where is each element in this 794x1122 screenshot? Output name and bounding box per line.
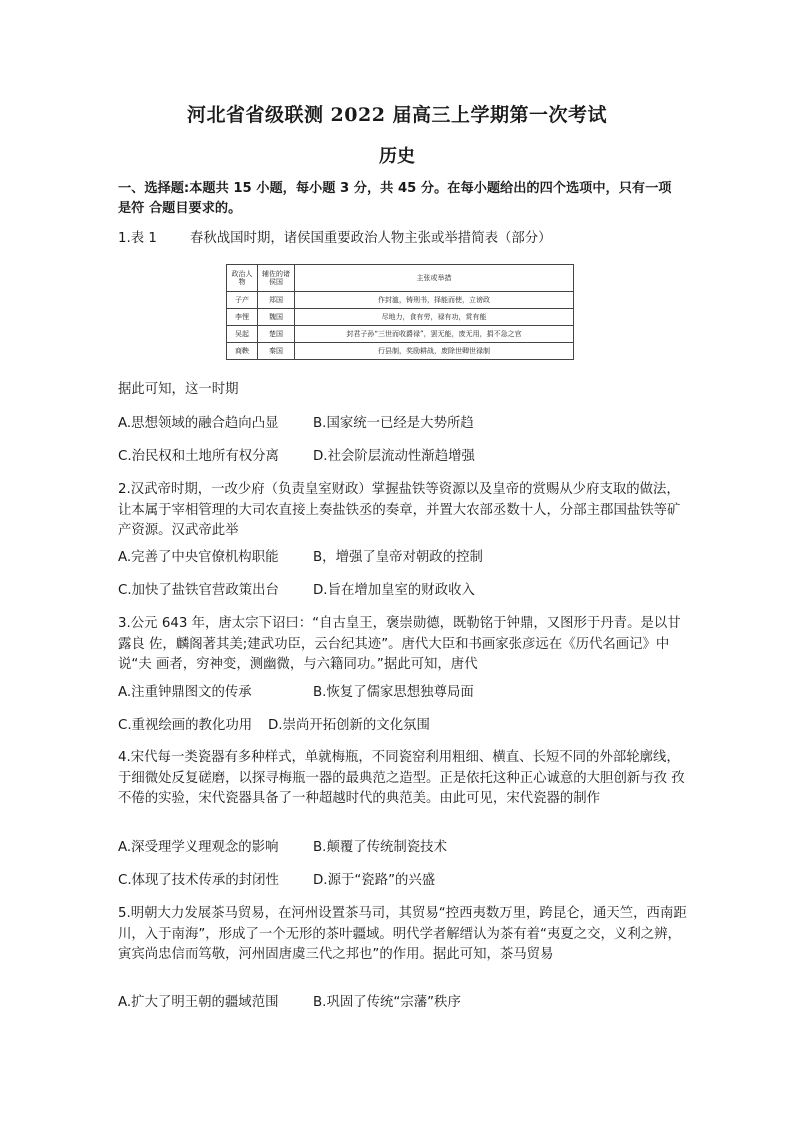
option-b[interactable]: B.恢复了儒家思想独尊局面	[313, 685, 474, 700]
question-3-stem: 3.公元 643 年，唐太宗下诏曰：“自古皇王，褒崇勋德，既勒铭于钟鼎，又图形于丹青。是以甘露良 佐，麟阁著其美;建武功臣，云台纪其迹”。唐代大臣和书画家张彦远在《历代名画记》中说“夫 画者，穷神变，测幽微，与六籍同功。”据此可知，唐代	[118, 616, 681, 672]
question-5-stem: 5.明朝大力发展茶马贸易，在河州设置茶马司，其贸易“控西夷数万里，跨昆仑，通天竺，西南距川，入于南海”，形成了一个无形的茶叶疆域。明代学者解缙认为茶有着“夷夏之交，义利之辨，寅宾尚忠信而笃敬，河州固唐虞三代之邦也”的作用。据此可知，茶马贸易	[118, 906, 687, 962]
question-3-options-row-2	[118, 716, 430, 736]
table-cell: 作封洫，铸刑书，择能而使，立谤政	[295, 292, 574, 309]
option-c[interactable]: C.体现了技术传承的封闭性	[118, 873, 279, 888]
option-d[interactable]: D.崇尚开拓创新的文化氛围	[268, 718, 430, 733]
table-cell: 秦国	[258, 343, 295, 360]
option-a[interactable]: A.完善了中央官僚机构职能	[118, 550, 279, 565]
question-2-options-row-2	[118, 581, 475, 601]
subject-heading: 历史	[379, 146, 415, 167]
table-row	[227, 292, 574, 309]
table-header-cell: 主张或举措	[295, 265, 574, 292]
table-cell: 封君子孙“三世而收爵禄”，罢无能，废无用，捐不急之官	[295, 326, 574, 343]
table-cell: 魏国	[258, 309, 295, 326]
table-row	[227, 326, 574, 343]
question-4-options-row-2	[118, 871, 435, 891]
table-caption: 春秋战国时期，诸侯国重要政治人物主张或举措简表（部分）	[190, 231, 552, 246]
table-row	[227, 343, 574, 360]
question-5-options-row-1	[118, 993, 461, 1013]
option-a[interactable]: A.思想领域的融合趋向凸显	[118, 416, 279, 431]
option-c[interactable]: C.重视绘画的教化功用	[118, 718, 253, 733]
table-cell: 郑国	[258, 292, 295, 309]
question-2-stem: 2.汉武帝时期，一改少府（负责皇室财政）掌握盐铁等资源以及皇帝的赏赐从少府支取的做法，让本属于宰相管理的大司农直接上奏盐铁丞的奏章，并置大农部丞数十人，分部主郡国盐铁等矿产资源。汉武帝此举	[118, 482, 681, 538]
table-cell: 尽地力，食有劳，禄有功，赏有能	[295, 309, 574, 326]
option-c[interactable]: C.加快了盐铁官营政策出台	[118, 583, 279, 598]
option-c[interactable]: C.治民权和土地所有权分离	[118, 449, 279, 464]
politician-table	[226, 264, 574, 360]
table-label: 1.表 1	[118, 231, 157, 246]
option-b[interactable]: B.巩固了传统“宗藩”秩序	[313, 995, 461, 1010]
option-d[interactable]: D.社会阶层流动性渐趋增强	[313, 449, 475, 464]
table-header-cell: 政治人物	[227, 265, 258, 292]
table-cell: 吴起	[227, 326, 258, 343]
option-d[interactable]: D.源于“瓷路”的兴盛	[313, 873, 436, 888]
question-4-options-row-1	[118, 838, 447, 858]
option-b[interactable]: B.国家统一已经是大势所趋	[313, 416, 474, 431]
option-b[interactable]: B.颠覆了传统制瓷技术	[313, 840, 447, 855]
table-cell: 商鞅	[227, 343, 258, 360]
question-2-options-row-1	[118, 548, 483, 568]
table-row	[227, 309, 574, 326]
table-header-cell: 辅佐的诸侯国	[258, 265, 295, 292]
table-cell: 楚国	[258, 326, 295, 343]
question-1-options-row-2	[118, 447, 475, 467]
question-1-options-row-1	[118, 414, 474, 434]
question-3-options-row-1	[118, 683, 474, 703]
section-heading: 一、选择题:本题共 15 小题，每小题 3 分，共 45 分。在每小题给出的四个选项中，只有一项是符 合题目要求的。	[118, 181, 672, 216]
option-b[interactable]: B，增强了皇帝对朝政的控制	[313, 550, 483, 565]
table-header-row	[227, 265, 574, 292]
table-cell: 李悝	[227, 309, 258, 326]
table-cell: 子产	[227, 292, 258, 309]
question-1-stem	[118, 229, 688, 250]
question-4-stem: 4.宋代每一类瓷器有多种样式，单就梅瓶，不同瓷窑利用粗细、横直、长短不同的外部轮廓线，于细微处反复磋磨，以探寻梅瓶一器的最典范之造型。正是依托这种正心诚意的大胆创新与孜 孜不倦的实验，宋代瓷器具备了一种超越时代的典范美。由此可见，宋代瓷器的制作	[118, 750, 685, 806]
option-a[interactable]: A.深受理学义理观念的影响	[118, 840, 279, 855]
page-title: 河北省省级联测 2022 届高三上学期第一次考试	[186, 104, 608, 126]
table-cell: 行县制，奖励耕战，废除世卿世禄制	[295, 343, 574, 360]
option-a[interactable]: A.扩大了明王朝的疆域范围	[118, 995, 279, 1010]
option-d[interactable]: D.旨在增加皇室的财政收入	[313, 583, 475, 598]
question-1-prompt: 据此可知，这一时期	[118, 382, 239, 397]
option-a[interactable]: A.注重钟鼎图文的传承	[118, 685, 252, 700]
